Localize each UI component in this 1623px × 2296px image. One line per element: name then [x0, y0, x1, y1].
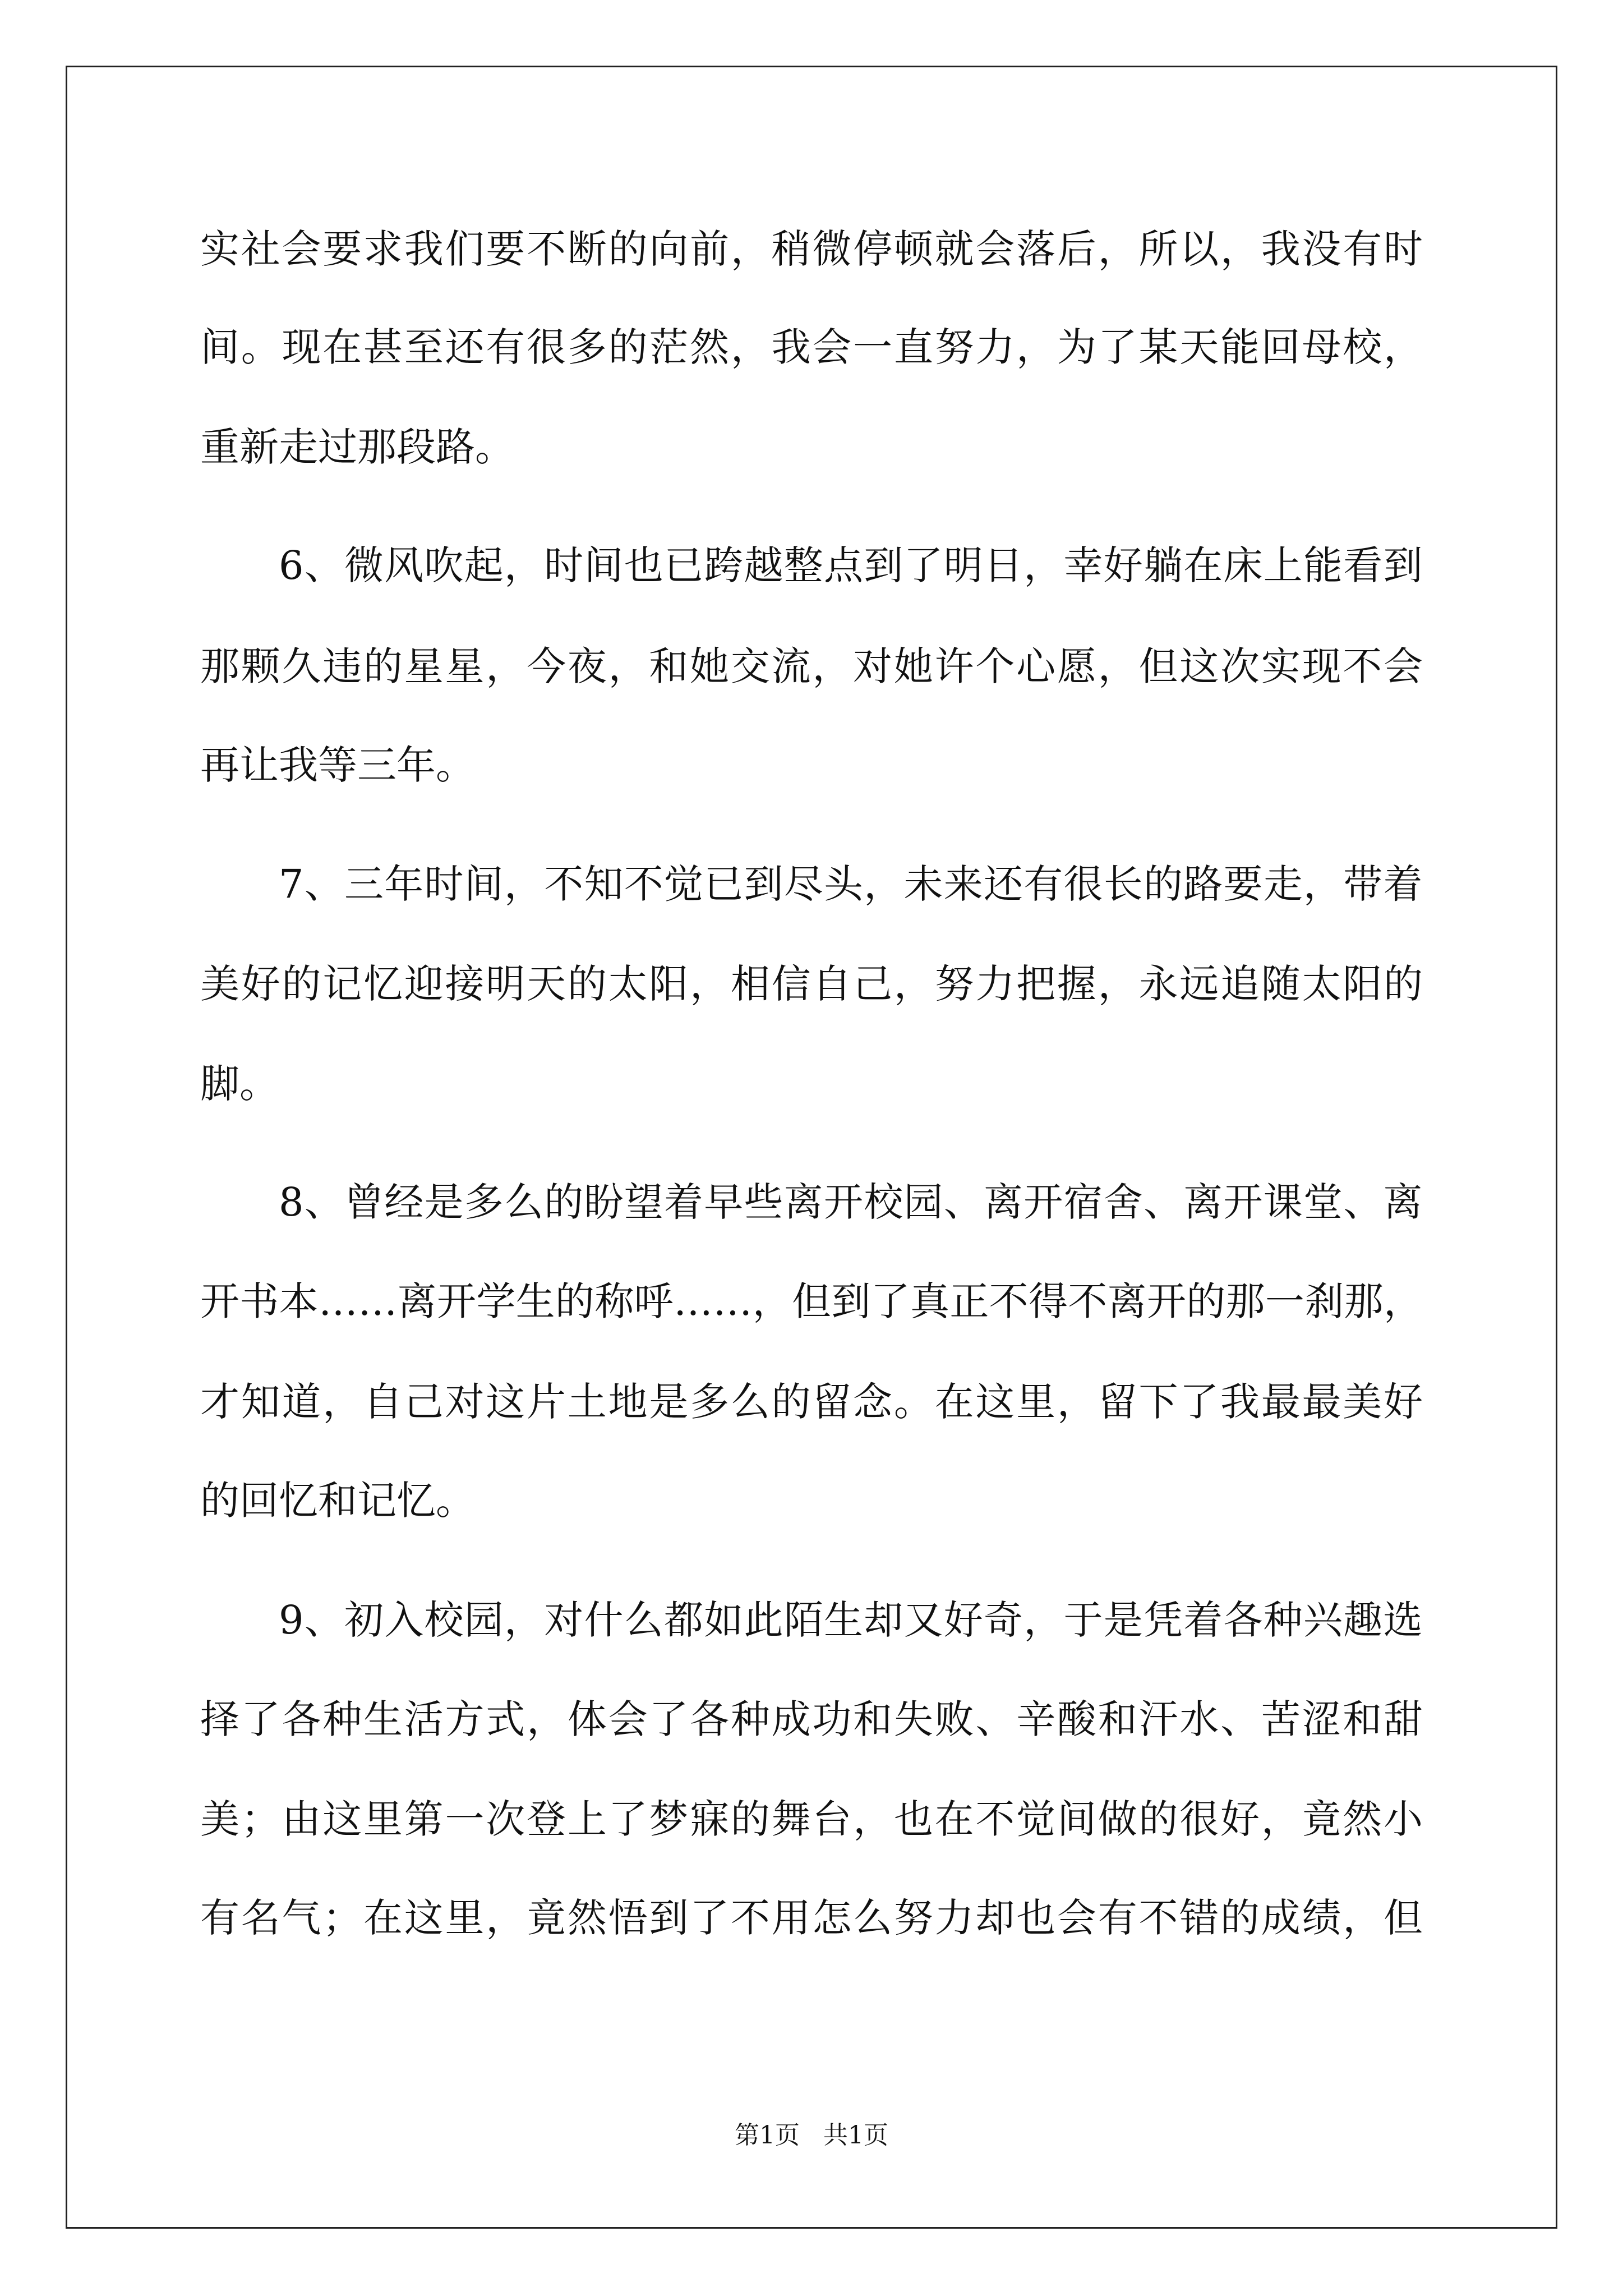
paragraph-first-line: 9、初入校园，对什么都如此陌生却又好奇，于是凭着各种兴趣选 — [279, 1597, 1423, 1643]
paragraph-first-line: 8、曾经是多么的盼望着早些离开校园、离开宿舍、离开课堂、离 — [279, 1179, 1423, 1225]
text-line: 美；由这里第一次登上了梦寐的舞台，也在不觉间做的很好，竟然小 — [200, 1796, 1424, 1842]
text-line: 才知道，自己对这片土地是多么的留念。在这里，留下了我最最美好 — [200, 1379, 1424, 1425]
text-line: 有名气；在这里，竟然悟到了不用怎么努力却也会有不错的成绩，但 — [200, 1895, 1424, 1941]
page-number-footer: 第1页 共1页 — [735, 2121, 888, 2150]
text-line: 开书本……离开学生的称呼……，但到了真正不得不离开的那一刹那， — [200, 1278, 1423, 1324]
text-line: 择了各种生活方式，体会了各种成功和失败、辛酸和汗水、苦涩和甜 — [200, 1696, 1424, 1742]
paragraph-first-line: 6、微风吹起，时间也已跨越整点到了明日，幸好躺在床上能看到 — [279, 542, 1423, 588]
paragraph-first-line: 7、三年时间，不知不觉已到尽头，未来还有很长的路要走，带着 — [279, 861, 1423, 907]
text-line: 间。现在甚至还有很多的茫然，我会一直努力，为了某天能回母校， — [200, 324, 1424, 370]
text-line: 重新走过那段路。 — [200, 424, 514, 470]
text-line: 再让我等三年。 — [200, 742, 475, 788]
text-line: 美好的记忆迎接明天的太阳，相信自己，努力把握，永远追随太阳的 — [200, 961, 1424, 1007]
text-line: 那颗久违的星星，今夜，和她交流，对她许个心愿，但这次实现不会 — [200, 643, 1424, 689]
text-line: 的回忆和记忆。 — [200, 1478, 475, 1524]
text-line: 实社会要求我们要不断的向前，稍微停顿就会落后，所以，我没有时 — [200, 226, 1424, 272]
text-line: 脚。 — [200, 1061, 279, 1107]
